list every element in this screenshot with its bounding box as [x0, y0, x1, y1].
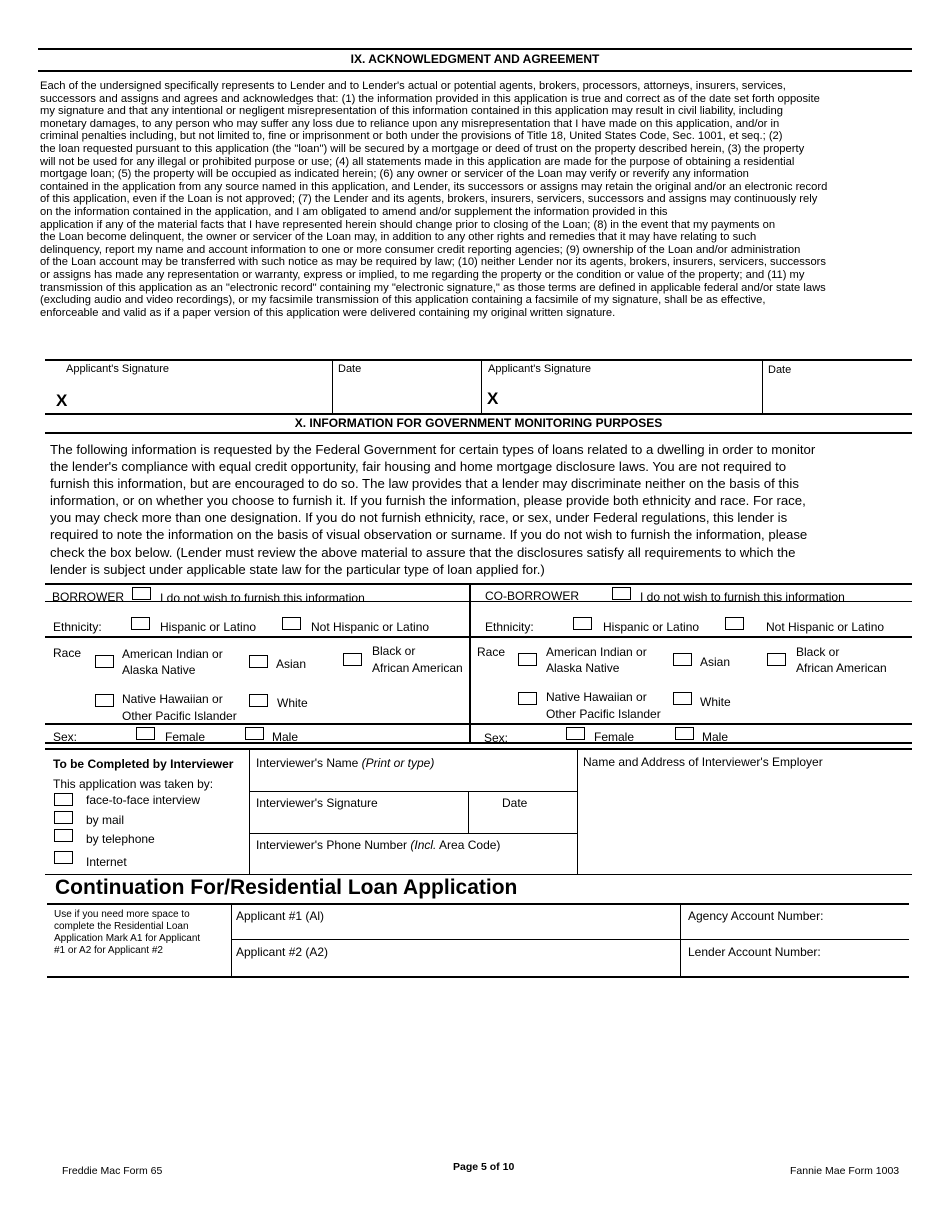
- lender-account-field[interactable]: [682, 960, 909, 975]
- date-field-2[interactable]: [764, 378, 910, 412]
- interviewer-name-rule: [250, 791, 577, 792]
- interviewer-date-field[interactable]: [470, 812, 576, 832]
- by-mail-label: by mail: [86, 813, 125, 827]
- applicant-signature-label-2: Applicant's Signature: [488, 363, 591, 375]
- borrower-white-checkbox[interactable]: [249, 694, 268, 707]
- interviewer-name-text: Interviewer's Name: [256, 756, 362, 770]
- ethnicity-row-rule: [45, 636, 912, 638]
- continuation-top-rule: [47, 903, 909, 905]
- internet-checkbox[interactable]: [54, 851, 73, 864]
- borrower-black-checkbox[interactable]: [343, 653, 362, 666]
- borrower-sex-label: Sex:: [53, 730, 78, 744]
- section10-title: X. INFORMATION FOR GOVERNMENT MONITORING PURPOSES: [294, 416, 663, 430]
- interviewer-bottom-rule: [45, 874, 912, 875]
- borrower-asian-label: Asian: [276, 657, 307, 671]
- interviewer-divider-right: [577, 749, 578, 875]
- coborrower-hispanic-checkbox[interactable]: [573, 617, 592, 630]
- coborrower-black-checkbox[interactable]: [767, 653, 786, 666]
- section9-title-rule: [38, 70, 912, 72]
- interviewer-signature-label: Interviewer's Signature: [256, 796, 378, 810]
- interviewer-date-divider: [468, 791, 469, 833]
- coborrower-male-label: Male: [702, 730, 729, 744]
- borrower-white-label: White: [277, 696, 308, 710]
- coborrower-race-label: Race: [477, 645, 506, 659]
- applicant1-field[interactable]: [233, 924, 679, 938]
- coborrower-hispanic-label: Hispanic or Latino: [603, 620, 700, 634]
- borrower-black-line1: Black or: [372, 644, 416, 658]
- government-monitoring-text: The following information is requested by the Federal Government for certain types of loans related to a dwelling in order to monitor the lender's compliance with equal credit opportunity, fair housing and home mortgage disclosure laws. You are not required to furnish this information, but are encouraged to do so. The law provides that a lender may discriminate neither on the basis of this information, or on whether you choose to furnish it. If you furnish the information, please provide both ethnicity and race. For race, you may check more than one designation. If you do not furnish ethnicity, race, or sex, under Federal regulations, this lender is required to note the information on the basis of visual observation or surname. If you do not wish to furnish the information, please check the box below. (Lender must review the above material to assure that the disclosures satisfy all requirements to which the lender is subject under applicable state law for the particular type of loan applied for.): [50, 442, 816, 577]
- coborrower-black-line2: African American: [796, 661, 887, 675]
- employer-field[interactable]: [579, 772, 909, 874]
- interviewer-name-hint: (Print or type): [361, 756, 435, 770]
- employer-label: Name and Address of Interviewer's Employer: [583, 755, 823, 769]
- by-mail-checkbox[interactable]: [54, 811, 73, 824]
- date-field-1[interactable]: [334, 378, 479, 412]
- coborrower-sex-label: Sex:: [484, 731, 509, 745]
- face-to-face-label: face-to-face interview: [86, 793, 201, 807]
- borrower-female-checkbox[interactable]: [136, 727, 155, 740]
- continuation-bottom-rule: [47, 976, 909, 978]
- agency-account-field[interactable]: [682, 924, 909, 938]
- borrower-not-furnish-label: I do not wish to furnish this information: [160, 591, 365, 605]
- signature-top-rule: [45, 359, 912, 361]
- coborrower-hawaiian-checkbox[interactable]: [518, 692, 537, 705]
- face-to-face-checkbox[interactable]: [54, 793, 73, 806]
- date-label-1: Date: [338, 363, 362, 375]
- coborrower-not-hispanic-label: Not Hispanic or Latino: [766, 620, 885, 634]
- coborrower-hawaiian-line2: Other Pacific Islander: [546, 707, 661, 721]
- date-label-2: Date: [768, 364, 792, 376]
- agency-account-label: Agency Account Number:: [688, 909, 824, 923]
- footer-page-number: Page 5 of 10: [453, 1161, 515, 1173]
- interviewer-top-rule: [45, 748, 912, 750]
- applicant-signature-field-2[interactable]: X: [487, 389, 499, 408]
- borrower-hispanic-checkbox[interactable]: [131, 617, 150, 630]
- continuation-middle-rule: [232, 939, 909, 940]
- continuation-instructions: Use if you need more space to complete the Residential Loan Application Mark A1 for Applicant #1 or A2 for Applicant #2: [54, 909, 201, 956]
- borrower-female-label: Female: [165, 730, 206, 744]
- coborrower-female-checkbox[interactable]: [566, 727, 585, 740]
- borrower-american-indian-line1: American Indian or: [122, 647, 223, 661]
- monitoring-top-rule: [45, 583, 912, 585]
- interviewer-name-label: [256, 756, 434, 770]
- continuation-divider-right: [680, 904, 681, 976]
- interviewer-phone-label: [256, 838, 500, 852]
- applicant2-label: Applicant #2 (A2): [236, 945, 329, 959]
- coborrower-not-furnish-label: I do not wish to furnish this information: [640, 590, 845, 604]
- interviewer-date-label: Date: [502, 796, 528, 810]
- coborrower-american-indian-checkbox[interactable]: [518, 653, 537, 666]
- coborrower-white-checkbox[interactable]: [673, 692, 692, 705]
- interviewer-divider-left: [249, 749, 250, 875]
- borrower-american-indian-line2: Alaska Native: [122, 663, 196, 677]
- interviewer-phone-text: Interviewer's Phone Number: [256, 838, 411, 852]
- interviewer-phone-field[interactable]: [251, 854, 576, 874]
- borrower-race-label: Race: [53, 646, 82, 660]
- interviewer-phone-hint-rest: Area Code): [436, 838, 501, 852]
- internet-label: Internet: [86, 855, 127, 869]
- race-row-rule: [45, 723, 912, 725]
- applicant2-field[interactable]: [233, 960, 679, 975]
- coborrower-american-indian-line2: Alaska Native: [546, 661, 620, 675]
- interviewer-signature-rule: [250, 833, 577, 834]
- borrower-black-line2: African American: [372, 661, 463, 675]
- section10-top-rule: [45, 413, 912, 415]
- interviewer-signature-field[interactable]: [251, 812, 467, 832]
- coborrower-asian-checkbox[interactable]: [673, 653, 692, 666]
- continuation-title: Continuation For/Residential Loan Application: [55, 876, 518, 899]
- coborrower-hawaiian-line1: Native Hawaiian or: [546, 690, 647, 704]
- applicant-signature-label-1: Applicant's Signature: [66, 363, 169, 375]
- borrower-ethnicity-label: Ethnicity:: [53, 620, 102, 634]
- borrower-label: BORROWER: [52, 590, 124, 604]
- borrower-male-label: Male: [272, 730, 299, 744]
- applicant-signature-field-1[interactable]: X: [56, 391, 68, 410]
- lender-account-label: Lender Account Number:: [688, 945, 821, 959]
- by-telephone-label: by telephone: [86, 832, 155, 846]
- borrower-not-hispanic-label: Not Hispanic or Latino: [311, 620, 430, 634]
- sig-divider-1: [332, 360, 333, 413]
- interviewer-heading: To be Completed by Interviewer: [53, 757, 234, 771]
- by-telephone-checkbox[interactable]: [54, 829, 73, 842]
- sig-divider-2: [481, 360, 482, 413]
- interviewer-phone-hint-italic: (Incl.: [410, 838, 437, 852]
- coborrower-label: CO-BORROWER: [485, 589, 579, 603]
- continuation-divider-left: [231, 904, 232, 976]
- coborrower-asian-label: Asian: [700, 655, 731, 669]
- borrower-not-furnish-checkbox[interactable]: [132, 587, 151, 600]
- coborrower-not-hispanic-checkbox[interactable]: [725, 617, 744, 630]
- borrower-not-hispanic-checkbox[interactable]: [282, 617, 301, 630]
- coborrower-american-indian-line1: American Indian or: [546, 645, 647, 659]
- borrower-hawaiian-line2: Other Pacific Islander: [122, 709, 237, 723]
- coborrower-ethnicity-label: Ethnicity:: [485, 620, 534, 634]
- borrower-hawaiian-checkbox[interactable]: [95, 694, 114, 707]
- coborrower-not-furnish-checkbox[interactable]: [612, 587, 631, 600]
- taken-by-label: This application was taken by:: [53, 777, 214, 791]
- borrower-american-indian-checkbox[interactable]: [95, 655, 114, 668]
- acknowledgment-text: Each of the undersigned specifically represents to Lender and to Lender's actual or potential agents, brokers, processors, attorneys, insurers, services, successors and assigns and agrees and acknowledges that: (1) the information provided in this application is true and correct as of the date set forth opposite my signature and that any intentional or negligent misrepresentation of this information contained in this application may result in civil liability, including monetary damages, to any person who may suffer any loss due to reliance upon any misrepresentation that I have made on this application, and/or in criminal penalties including, but not limited to, fine or imprisonment or both under the provisions of Title 18, United States Code, Sec. 1001, et seq.; (2) the loan requested pursuant to this application (the "loan") will be secured by a mortgage or deed of trust on the property described herein, (3) the property will not be used for any illegal or prohibited purpose or use; (4) all statements made in this application are made for the purpose of obtaining a residential mortgage loan; (5) the property will be occupied as indicated herein; (6) any owner or servicer of the Loan may verify or reverify any information contained in the application from any source named in this application, and Lender, its successors or assigns may retain the original and/or an electronic record of this application, even if the Loan is not approved; (7) the Lender and its agents, brokers, insurers, servicers, successors and assigns may continuously rely on the information contained in the application, and I am obligated to amend and/or supplement the information provided in this application if any of the material facts that I have represented herein should change prior to closing of the Loan; (8) in the event that my payments on the Loan become delinquent, the owner or servicer of the Loan may, in addition to any other rights and remedies that it may have relating to such delinquency, report my name and account information to one or more consumer credit reporting agencies; (9) ownership of the Loan and/or administration of the Loan account may be transferred with such notice as may be required by law; (10) neither Lender nor its agents, brokers, insurers, servicers, successors or assigns has made any representation or warranty, express or implied, to me regarding the property or the condition or value of the property; and (11) my transmission of this application as an "electronic record" containing my "electronic signature," as those terms are defined in applicable federal and/or state laws (excluding audio and video recordings), or my facsimile transmission of this application containing a facsimile of my signature, shall be as effective, enforceable and valid as if a paper version of this application were delivered containing my original written signature.: [40, 80, 828, 319]
- section10-title-rule: [45, 432, 912, 434]
- footer-freddie-mac: Freddie Mac Form 65: [62, 1165, 163, 1177]
- coborrower-female-label: Female: [594, 730, 635, 744]
- applicant1-label: Applicant #1 (Al): [236, 909, 325, 923]
- coborrower-black-line1: Black or: [796, 645, 840, 659]
- borrower-asian-checkbox[interactable]: [249, 655, 268, 668]
- borrower-hawaiian-line1: Native Hawaiian or: [122, 692, 223, 706]
- coborrower-male-checkbox[interactable]: [675, 727, 694, 740]
- footer-fannie-mae: Fannie Mae Form 1003: [790, 1165, 900, 1177]
- borrower-male-checkbox[interactable]: [245, 727, 264, 740]
- section9-top-rule: [38, 48, 912, 50]
- interviewer-name-field[interactable]: [251, 772, 576, 790]
- coborrower-white-label: White: [700, 695, 731, 709]
- sig-divider-3: [762, 360, 763, 413]
- borrower-hispanic-label: Hispanic or Latino: [160, 620, 257, 634]
- monitoring-center-divider: [469, 584, 471, 742]
- section9-title: IX. ACKNOWLEDGMENT AND AGREEMENT: [350, 52, 600, 66]
